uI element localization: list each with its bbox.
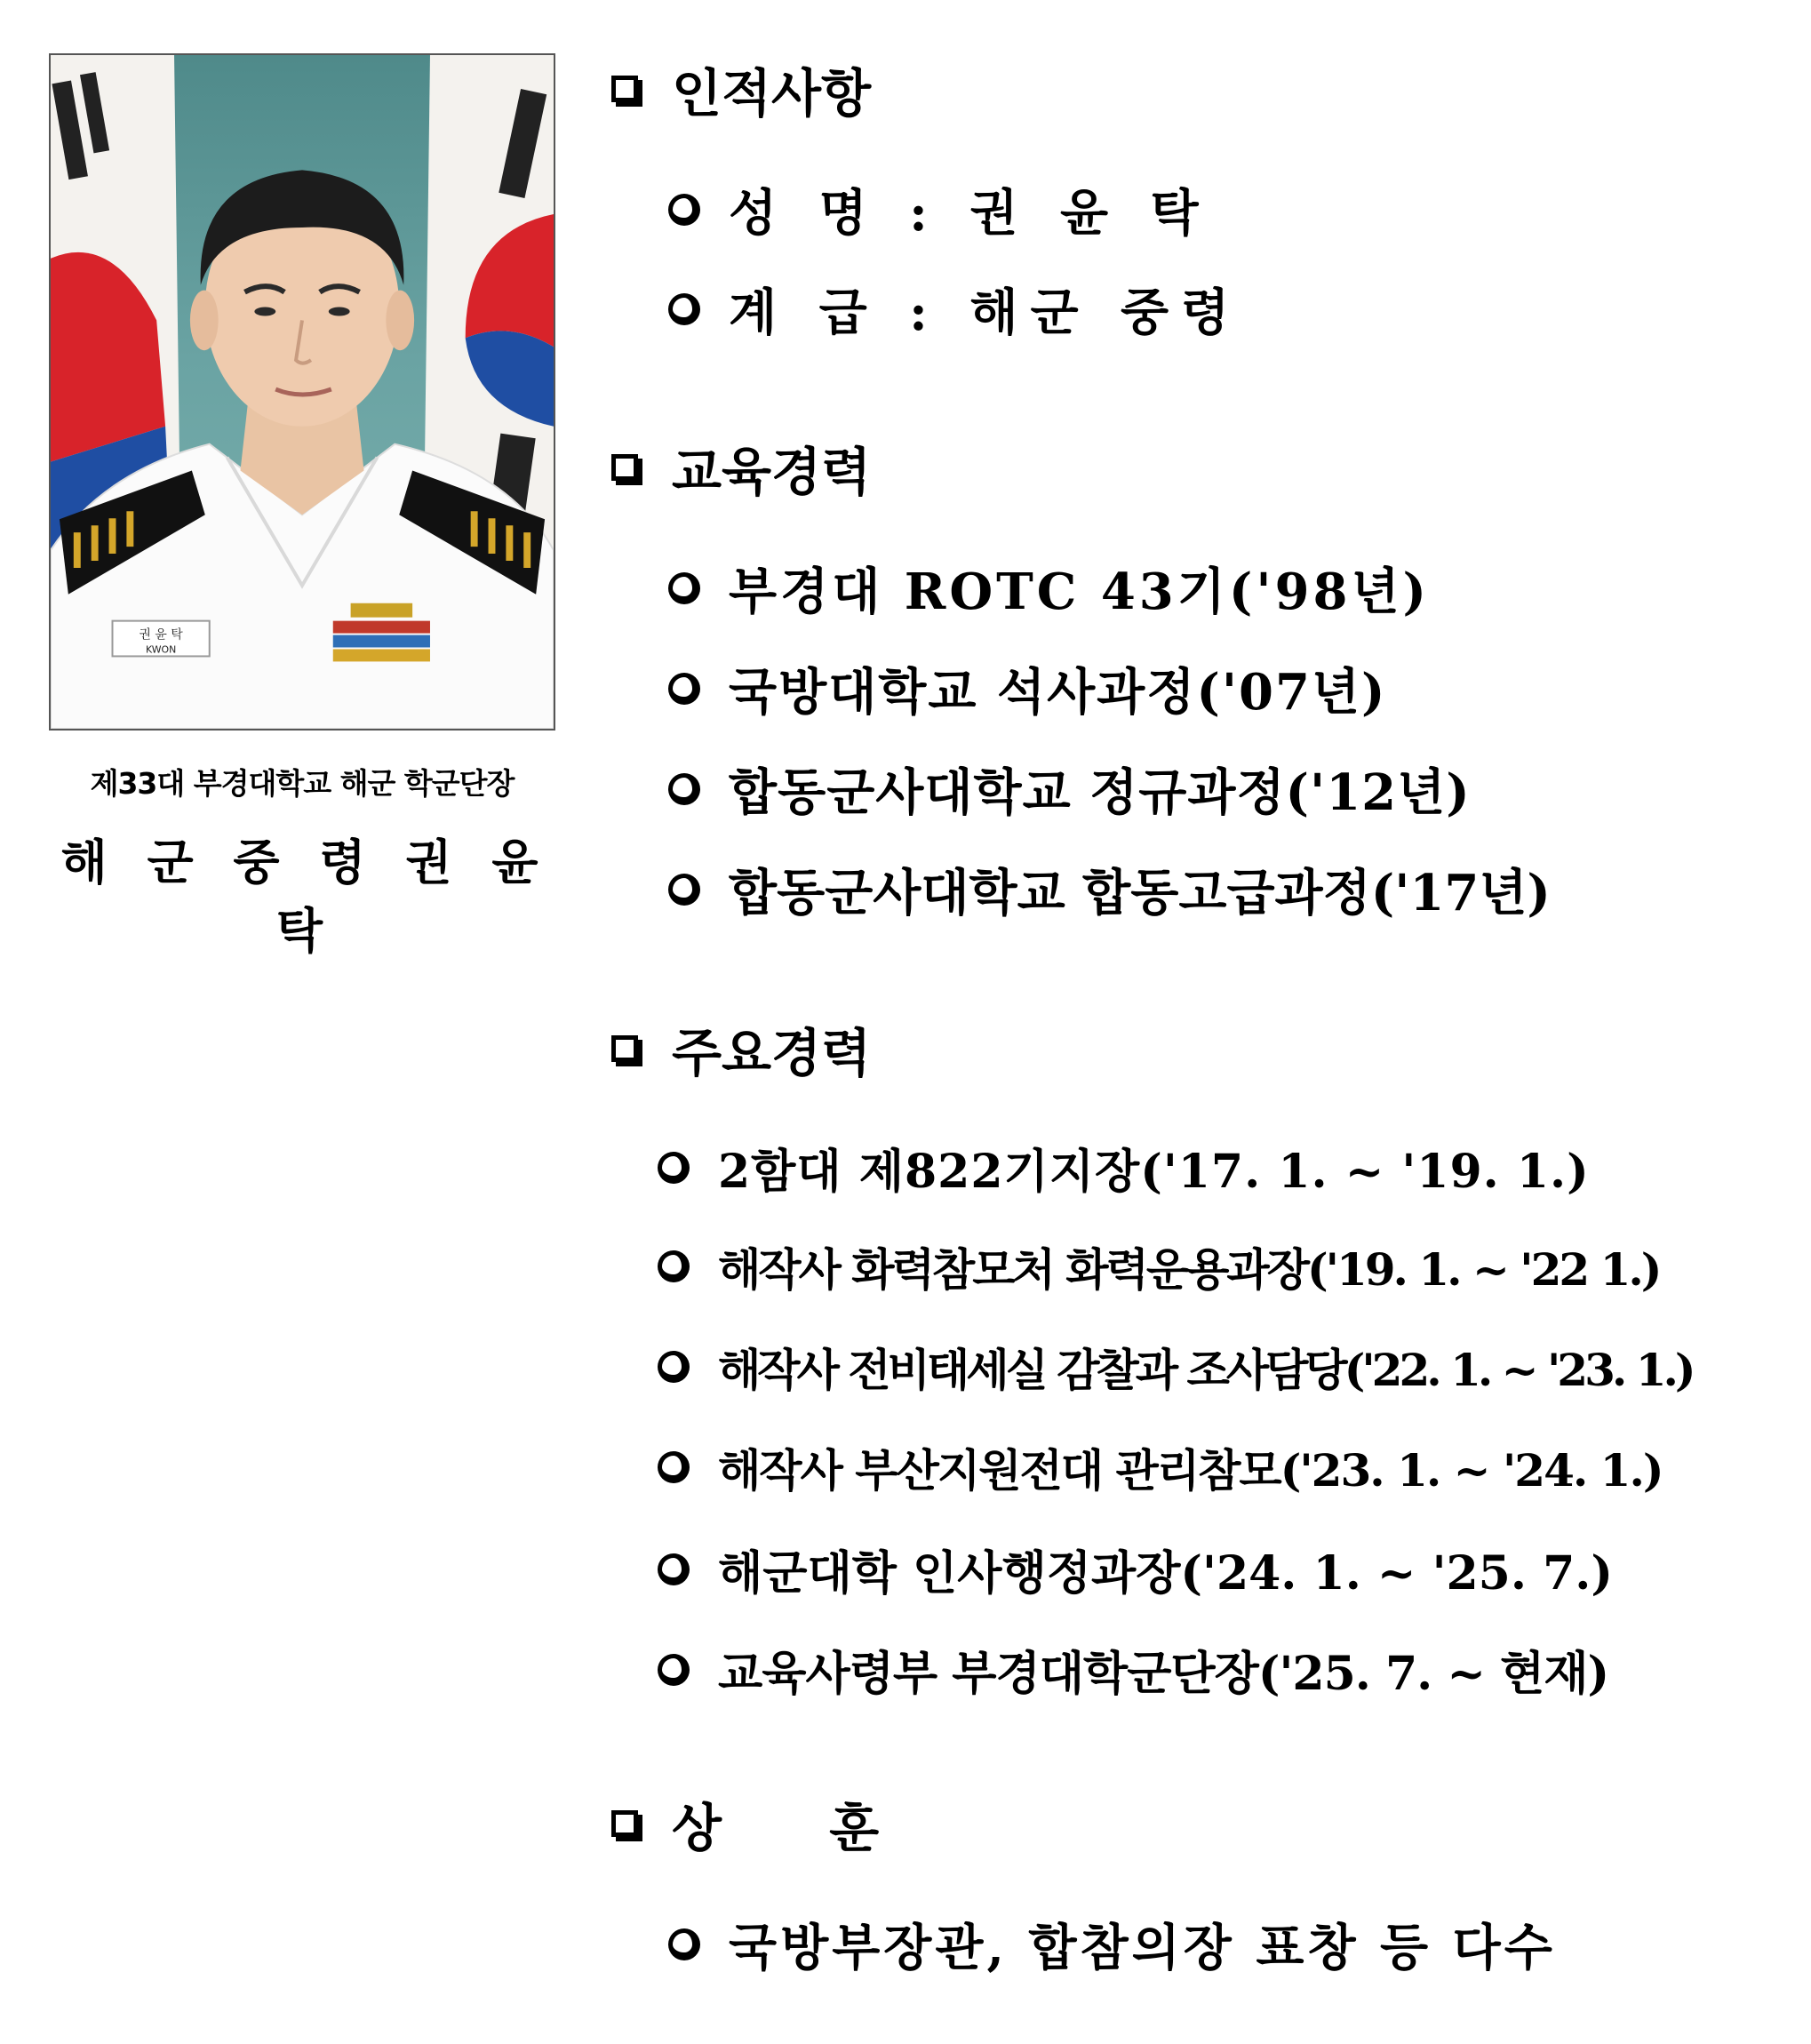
personal-item-rank	[668, 274, 1241, 345]
circle-bullet-icon	[658, 1654, 690, 1686]
personal-rank-text: 계 급 : 해군 중령	[729, 283, 1242, 342]
name-tag-text-en: KWON	[145, 643, 177, 656]
officer-portrait	[49, 53, 555, 731]
personal-item-name	[668, 174, 1211, 245]
portrait-photo	[51, 55, 554, 729]
circle-bullet-icon	[668, 1928, 700, 1960]
circle-bullet-icon	[658, 1250, 690, 1282]
section-title-education: 교육경력	[672, 442, 872, 502]
square-bullet-icon	[611, 76, 638, 102]
name-tag-text: 권 윤 탁	[139, 627, 183, 643]
circle-bullet-icon	[658, 1152, 690, 1184]
education-text: 부경대 ROTC 43기('98년)	[729, 563, 1431, 621]
square-bullet-icon	[611, 1810, 638, 1837]
career-item	[658, 1234, 1659, 1298]
career-text: 해군대학 인사행정과장('24. 1. ~ '25. 7.)	[718, 1546, 1613, 1601]
section-career	[611, 1011, 871, 1086]
square-bullet-icon	[611, 1035, 638, 1062]
career-item	[658, 1435, 1663, 1499]
career-item	[658, 1134, 1590, 1201]
square-bullet-icon	[611, 454, 638, 481]
awards-text: 국방부장관, 합참의장 표창 등 다수	[729, 1919, 1556, 1977]
education-item	[668, 553, 1430, 624]
circle-bullet-icon	[668, 874, 700, 906]
portrait-caption-name: 해 군 중 령 권 윤 탁	[60, 834, 544, 959]
career-text: 해작사 화력참모처 화력운용과장('19. 1. ~ '22 1.)	[718, 1243, 1660, 1296]
circle-bullet-icon	[658, 1451, 690, 1483]
career-text: 2함대 제822기지장('17. 1. ~ '19. 1.)	[718, 1145, 1590, 1199]
portrait-caption-subtitle: 제33대 부경대학교 해군 학군단장	[90, 766, 515, 801]
circle-bullet-icon	[668, 773, 700, 805]
section-title-personal: 인적사항	[672, 63, 872, 124]
education-text: 합동군사대학교 정규과정('12년)	[729, 763, 1471, 822]
education-item	[668, 754, 1471, 825]
circle-bullet-icon	[658, 1351, 690, 1383]
career-text: 교육사령부 부경대학군단장('25. 7. ~ 현재)	[718, 1647, 1609, 1701]
circle-bullet-icon	[668, 673, 700, 705]
education-item	[668, 854, 1551, 925]
section-education	[611, 430, 871, 505]
circle-bullet-icon	[658, 1553, 690, 1585]
personal-name-text: 성 명 : 권 윤 탁	[729, 184, 1211, 243]
section-personal	[611, 52, 871, 126]
career-item	[658, 1636, 1608, 1703]
career-item	[658, 1335, 1693, 1399]
circle-bullet-icon	[668, 293, 700, 325]
education-text: 국방대학교 석사과정('07년)	[729, 663, 1387, 722]
section-title-awards: 상 훈	[672, 1798, 880, 1858]
section-awards	[611, 1786, 879, 1861]
circle-bullet-icon	[668, 572, 700, 604]
career-item	[658, 1536, 1613, 1602]
career-text: 해작사 부산지원전대 관리참모('23. 1. ~ '24. 1.)	[718, 1444, 1663, 1497]
circle-bullet-icon	[668, 194, 700, 226]
education-text: 합동군사대학교 합동고급과정('17년)	[729, 864, 1551, 922]
section-title-career: 주요경력	[672, 1023, 872, 1083]
career-text: 해작사 전비태세실 감찰과 조사담당('22. 1. ~ '23. 1.)	[718, 1344, 1693, 1396]
awards-item	[668, 1909, 1556, 1980]
education-item	[668, 653, 1387, 724]
